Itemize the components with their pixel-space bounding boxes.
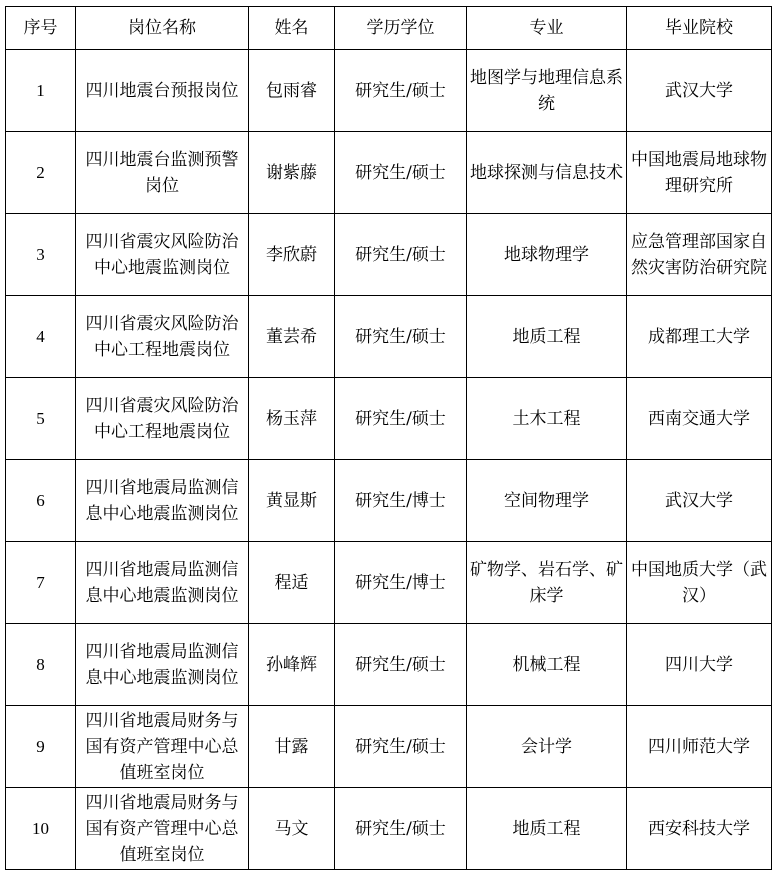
cell-seq: 6 (6, 460, 76, 542)
school-text: 成都理工大学 (648, 326, 750, 347)
cell-degree: 研究生/硕士 (335, 706, 467, 788)
cell-position (76, 706, 249, 788)
position-text: 四川地震台预报岗位 (85, 80, 239, 101)
cell-major (467, 50, 627, 132)
school-text: 四川师范大学 (648, 736, 750, 757)
cell-degree: 研究生/硕士 (335, 296, 467, 378)
header-seq: 序号 (6, 7, 76, 50)
school-text: 四川大学 (665, 654, 733, 675)
school-text: 武汉大学 (665, 490, 733, 511)
table-body (6, 50, 772, 870)
cell-degree: 研究生/硕士 (335, 214, 467, 296)
position-text: 四川地震台监测预警岗位 (85, 149, 239, 196)
position-text: 四川省震灾风险防治中心工程地震岗位 (85, 395, 239, 442)
header-row (6, 7, 772, 50)
cell-major (467, 378, 627, 460)
cell-degree: 研究生/硕士 (335, 50, 467, 132)
cell-degree: 研究生/博士 (335, 542, 467, 624)
cell-position (76, 460, 249, 542)
cell-school (627, 460, 772, 542)
cell-seq: 4 (6, 296, 76, 378)
cell-school (627, 50, 772, 132)
cell-name: 杨玉萍 (249, 378, 335, 460)
header-degree: 学历学位 (335, 7, 467, 50)
cell-school (627, 706, 772, 788)
header-school: 毕业院校 (627, 7, 772, 50)
cell-position (76, 624, 249, 706)
cell-position (76, 214, 249, 296)
cell-seq: 8 (6, 624, 76, 706)
major-text: 矿物学、岩石学、矿床学 (470, 559, 623, 606)
table-row (6, 542, 772, 624)
table-row (6, 460, 772, 542)
recruitment-table (5, 6, 772, 870)
cell-seq: 3 (6, 214, 76, 296)
cell-school (627, 624, 772, 706)
cell-name: 甘露 (249, 706, 335, 788)
cell-major (467, 296, 627, 378)
major-text: 地质工程 (512, 818, 581, 839)
cell-seq: 5 (6, 378, 76, 460)
cell-school (627, 378, 772, 460)
cell-school (627, 296, 772, 378)
major-text: 空间物理学 (504, 490, 589, 511)
cell-name: 李欣蔚 (249, 214, 335, 296)
table-row (6, 132, 772, 214)
major-text: 土木工程 (512, 408, 581, 429)
cell-school (627, 214, 772, 296)
cell-seq: 2 (6, 132, 76, 214)
position-text: 四川省地震局监测信息中心地震监测岗位 (85, 559, 239, 606)
major-text: 机械工程 (512, 654, 581, 675)
cell-name: 马文 (249, 788, 335, 870)
position-text: 四川省地震局监测信息中心地震监测岗位 (85, 477, 239, 524)
school-text: 西南交通大学 (648, 408, 750, 429)
cell-major (467, 214, 627, 296)
cell-position (76, 50, 249, 132)
table-row (6, 50, 772, 132)
cell-seq: 1 (6, 50, 76, 132)
cell-position (76, 542, 249, 624)
cell-degree: 研究生/硕士 (335, 788, 467, 870)
cell-major (467, 788, 627, 870)
cell-degree: 研究生/硕士 (335, 624, 467, 706)
school-text: 中国地震局地球物理研究所 (631, 149, 767, 196)
cell-name: 谢紫藤 (249, 132, 335, 214)
cell-name: 董芸希 (249, 296, 335, 378)
position-text: 四川省地震局财务与国有资产管理中心总值班室岗位 (85, 710, 239, 783)
table-row (6, 296, 772, 378)
header-name: 姓名 (249, 7, 335, 50)
cell-degree: 研究生/硕士 (335, 378, 467, 460)
school-text: 武汉大学 (665, 80, 733, 101)
cell-school (627, 788, 772, 870)
major-text: 地质工程 (512, 326, 581, 347)
major-text: 地球探测与信息技术 (470, 162, 623, 183)
cell-position (76, 296, 249, 378)
table-row (6, 706, 772, 788)
position-text: 四川省震灾风险防治中心工程地震岗位 (85, 313, 239, 360)
table-row (6, 624, 772, 706)
table-row (6, 214, 772, 296)
cell-name: 黄显斯 (249, 460, 335, 542)
cell-seq: 7 (6, 542, 76, 624)
major-text: 地图学与地理信息系统 (470, 67, 623, 114)
cell-school (627, 542, 772, 624)
school-text: 中国地质大学（武汉） (631, 559, 767, 606)
position-text: 四川省地震局财务与国有资产管理中心总值班室岗位 (85, 792, 239, 865)
table-row (6, 788, 772, 870)
major-text: 会计学 (521, 736, 572, 757)
header-position: 岗位名称 (76, 7, 249, 50)
cell-school (627, 132, 772, 214)
major-text: 地球物理学 (504, 244, 589, 265)
cell-name: 程适 (249, 542, 335, 624)
cell-degree: 研究生/博士 (335, 460, 467, 542)
school-text: 应急管理部国家自然灾害防治研究院 (631, 231, 767, 278)
cell-position (76, 788, 249, 870)
school-text: 西安科技大学 (648, 818, 750, 839)
cell-major (467, 132, 627, 214)
header-major: 专业 (467, 7, 627, 50)
position-text: 四川省震灾风险防治中心地震监测岗位 (85, 231, 239, 278)
cell-position (76, 378, 249, 460)
position-text: 四川省地震局监测信息中心地震监测岗位 (85, 641, 239, 688)
cell-name: 包雨睿 (249, 50, 335, 132)
table-row (6, 378, 772, 460)
cell-major (467, 460, 627, 542)
cell-position (76, 132, 249, 214)
cell-name: 孙峰辉 (249, 624, 335, 706)
cell-major (467, 624, 627, 706)
cell-seq: 10 (6, 788, 76, 870)
cell-major (467, 542, 627, 624)
cell-degree: 研究生/硕士 (335, 132, 467, 214)
cell-seq: 9 (6, 706, 76, 788)
table-header (6, 7, 772, 50)
cell-major (467, 706, 627, 788)
